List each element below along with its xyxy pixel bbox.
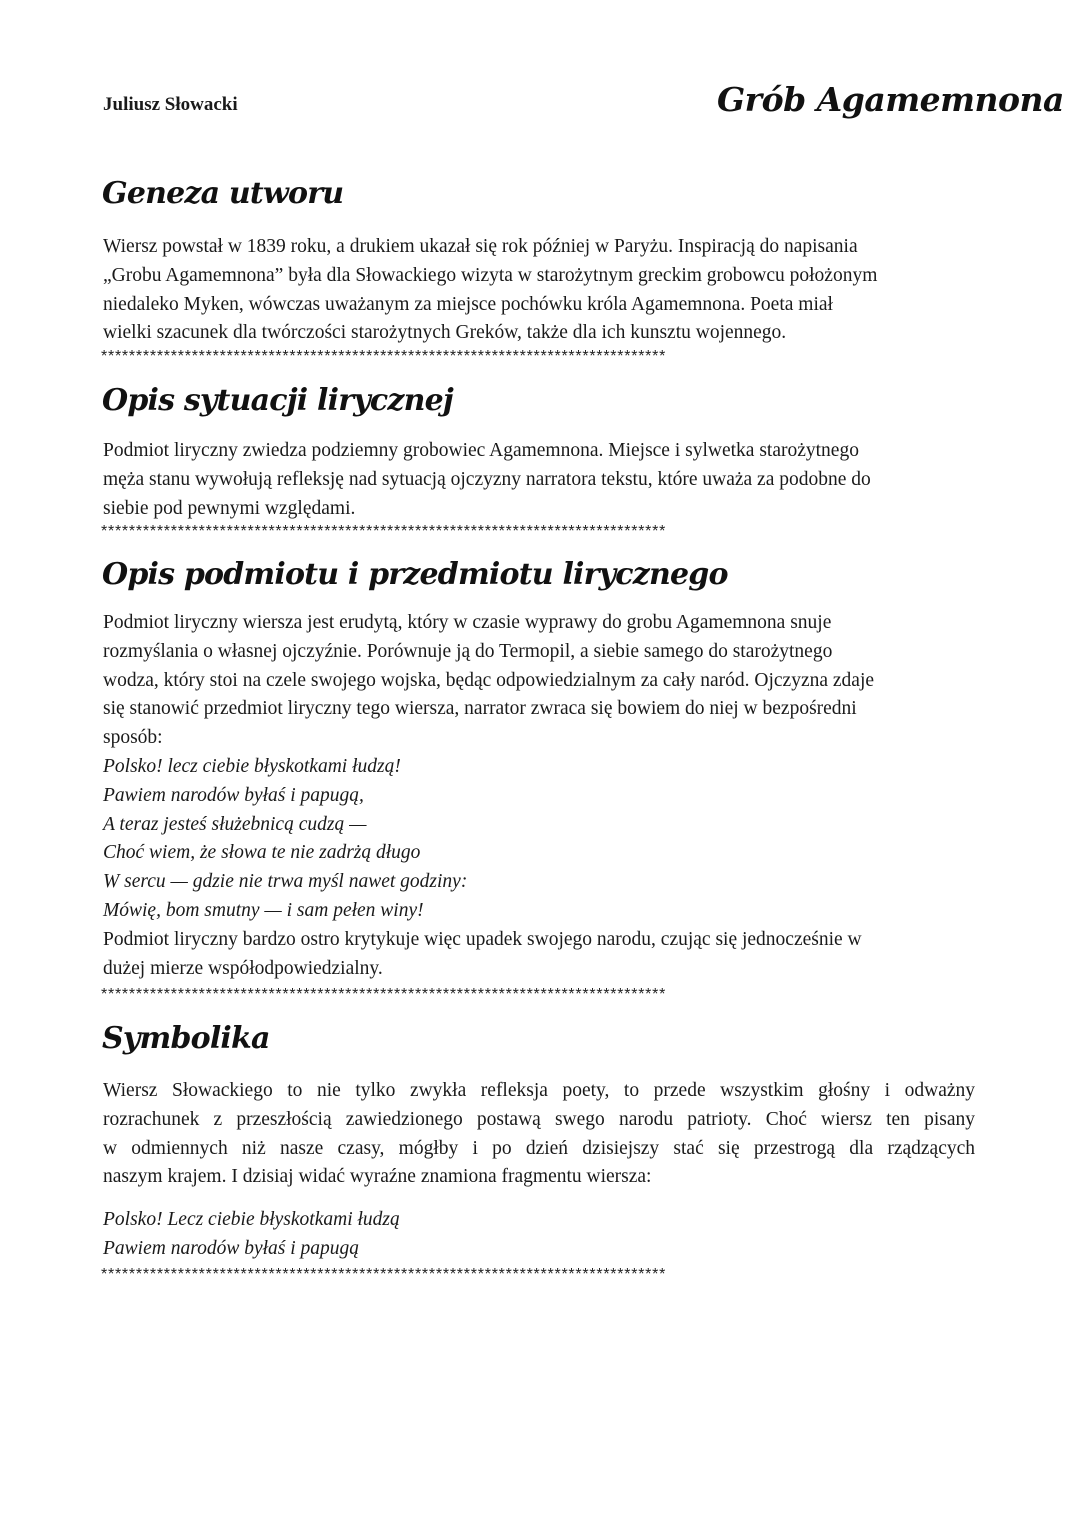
text-line: wielki szacunek dla twórczości starożytnych Greków, także dla ich kunsztu wojennego.: [103, 322, 787, 344]
verse-line: Choć wiem, że słowa te nie zadrżą długo: [103, 842, 421, 864]
heading-symbolism: Symbolika: [102, 1021, 270, 1056]
verse-line: A teraz jesteś służebnicą cudzą —: [103, 813, 367, 835]
text-line: męża stanu wywołują refleksję nad sytuacją ojczyzny narratora tekstu, które uważa za podobne do: [103, 468, 871, 490]
paragraph-subject: [103, 609, 975, 753]
text-line: się stanowić przedmiot liryczny tego wiersza, narrator zwraca się bowiem do niej w bezpośredni: [103, 698, 857, 720]
paragraph-situation: [103, 437, 975, 523]
text-line: sposób:: [103, 727, 163, 749]
verse-line: Pawiem narodów byłaś i papugą,: [103, 784, 364, 806]
verse-line: Pawiem narodów byłaś i papugą: [103, 1237, 360, 1259]
text-line: Wiersz Słowackiego to nie tylko zwykła refleksja poety, to przede wszystkim głośny i odważny: [103, 1080, 975, 1101]
text-line: siebie pod pewnymi względami.: [103, 497, 356, 519]
verse-line: Polsko! Lecz ciebie błyskotkami łudzą: [103, 1209, 400, 1230]
separator: *********************************************************************************: [101, 524, 667, 540]
text-line: „Grobu Agamemnona” była dla Słowackiego wizyta w starożytnym greckim grobowcu położonym: [103, 264, 878, 286]
verse-line: Mówię, bom smutny — i sam pełen winy!: [103, 899, 424, 921]
verse-line: Polsko! lecz ciebie błyskotkami łudzą!: [103, 756, 401, 777]
verse-quote: [103, 753, 467, 926]
text-line: naszym krajem. I dzisiaj widać wyraźne znamiona fragmentu wiersza:: [103, 1166, 652, 1188]
verse-quote: [103, 1206, 400, 1264]
text-line: Podmiot liryczny zwiedza podziemny grobowiec Agamemnona. Miejsce i sylwetka starożytnego: [103, 440, 859, 461]
text-line: rozmyślania o własnej ojczyźnie. Porównuje ją do Termopil, a siebie samego do starożytnego: [103, 640, 833, 662]
text-line: w odmiennych niż nasze czasy, mógłby i po dzień dzisiejszy stać się przestrogą dla rządzących: [103, 1137, 975, 1159]
text-line: niedaleko Myken, wówczas uważanym za miejsce pochówku króla Agamemnona. Poeta miał: [103, 293, 833, 315]
document-title: Grób Agamemnona: [717, 80, 1064, 119]
verse-line: W sercu — gdzie nie trwa myśl nawet godziny:: [103, 871, 468, 893]
paragraph-subject-closing: [103, 926, 975, 984]
text-line: wodza, który stoi na czele swojego wojska, będąc odpowiedzialnym za cały naród. Ojczyzna zdaje: [103, 669, 875, 691]
author-name: Juliusz Słowacki: [103, 94, 238, 115]
text-line: Podmiot liryczny wiersza jest erudytą, który w czasie wyprawy do grobu Agamemnona snuje: [103, 612, 832, 633]
heading-genesis: Geneza utworu: [102, 176, 344, 211]
separator: *********************************************************************************: [101, 1267, 667, 1283]
text-line: rozrachunek z przeszłością zawiedzionego postawą swego narodu patrioty. Choć wiersz ten pisany: [103, 1108, 975, 1130]
heading-situation: Opis sytuacji lirycznej: [102, 383, 453, 418]
text-line: Wiersz powstał w 1839 roku, a drukiem ukazał się rok później w Paryżu. Inspiracją do napisania: [103, 236, 858, 257]
paragraph-symbolism: [103, 1077, 975, 1192]
separator: *********************************************************************************: [101, 349, 667, 365]
text-line: Podmiot liryczny bardzo ostro krytykuje więc upadek swojego narodu, czując się jednocześnie w: [103, 929, 862, 950]
separator: *********************************************************************************: [101, 987, 667, 1003]
paragraph-genesis: [103, 233, 975, 348]
heading-subject: Opis podmiotu i przedmiotu lirycznego: [102, 557, 728, 592]
text-line: dużej mierze współodpowiedzialny.: [103, 957, 383, 979]
